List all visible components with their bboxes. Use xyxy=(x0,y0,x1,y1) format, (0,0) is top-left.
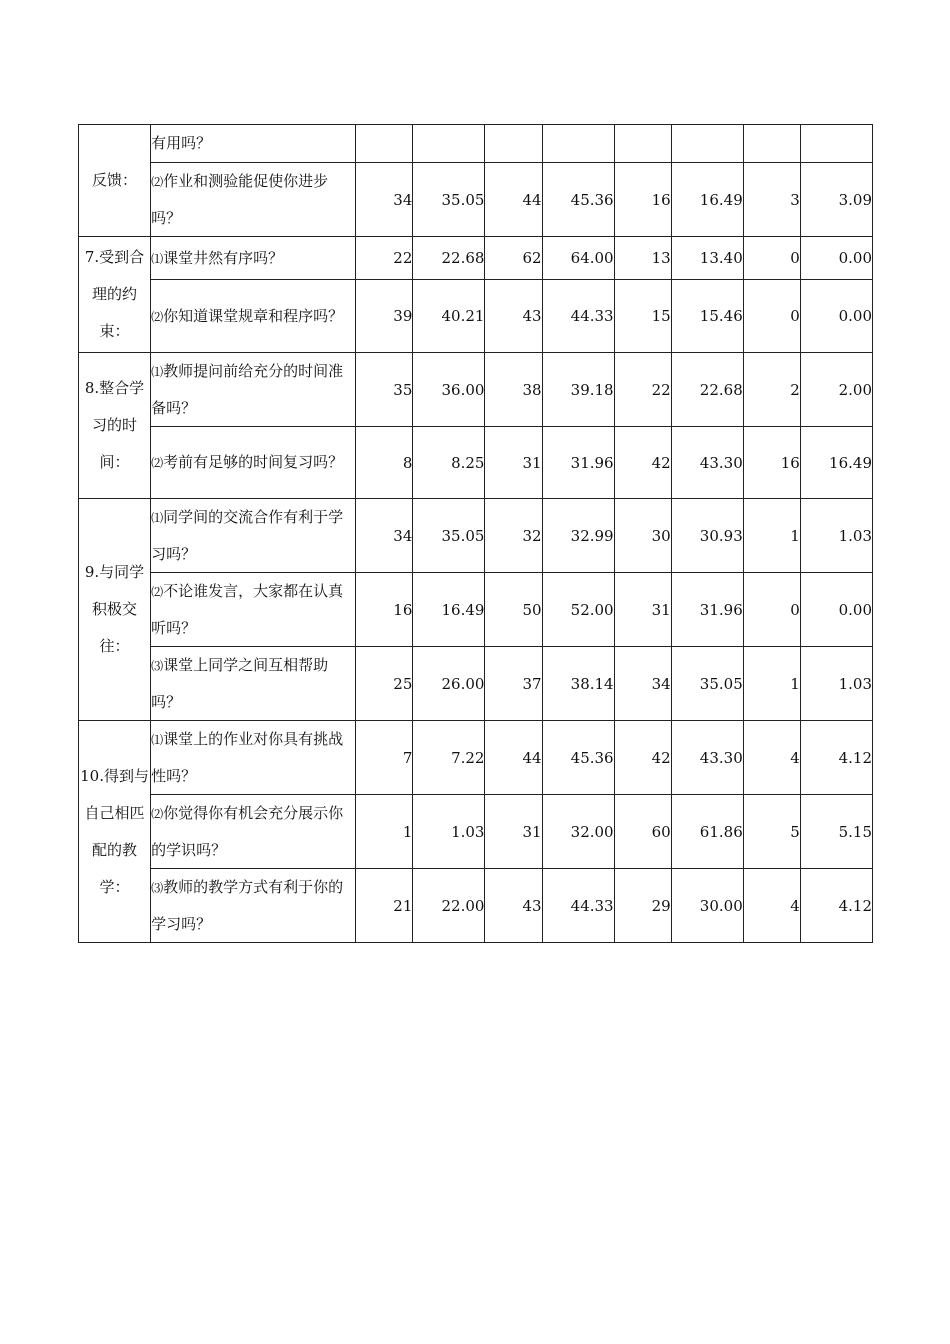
question-cell xyxy=(151,721,356,795)
question-cell xyxy=(151,499,356,573)
count-cell: 16 xyxy=(356,573,413,647)
count-cell: 22 xyxy=(356,237,413,280)
table-row xyxy=(79,499,873,573)
percent-cell: 4.12 xyxy=(800,721,872,795)
question-text: 有用吗？ xyxy=(151,134,212,152)
table-row xyxy=(79,427,873,499)
percent-cell: 8.25 xyxy=(413,427,485,499)
percent-cell: 7.22 xyxy=(413,721,485,795)
question-number: ⑵ xyxy=(151,175,164,189)
percent-cell: 0.00 xyxy=(800,237,872,280)
survey-table xyxy=(78,124,873,943)
percent-cell: 0.00 xyxy=(800,280,872,353)
count-cell: 43 xyxy=(485,869,542,943)
percent-cell: 22.68 xyxy=(413,237,485,280)
percent-cell: 2.00 xyxy=(800,353,872,427)
count-cell: 3 xyxy=(743,163,800,237)
count-cell: 5 xyxy=(743,795,800,869)
count-cell: 60 xyxy=(614,795,671,869)
count-cell: 42 xyxy=(614,427,671,499)
count-cell: 62 xyxy=(485,237,542,280)
percent-cell: 35.05 xyxy=(671,647,743,721)
question-cell xyxy=(151,353,356,427)
percent-cell: 16.49 xyxy=(800,427,872,499)
count-cell: 21 xyxy=(356,869,413,943)
question-number: ⑵ xyxy=(151,807,164,821)
percent-cell: 4.12 xyxy=(800,869,872,943)
category-cell: 7.受到合理的约束： xyxy=(79,237,151,353)
count-cell: 4 xyxy=(743,869,800,943)
question-cell xyxy=(151,573,356,647)
percent-cell: 0.00 xyxy=(800,573,872,647)
percent-cell: 61.86 xyxy=(671,795,743,869)
percent-cell xyxy=(800,125,872,163)
count-cell: 32 xyxy=(485,499,542,573)
question-text: 教师提问前给充分的时间准备吗？ xyxy=(151,362,344,417)
percent-cell: 31.96 xyxy=(671,573,743,647)
count-cell: 42 xyxy=(614,721,671,795)
count-cell: 29 xyxy=(614,869,671,943)
percent-cell: 40.21 xyxy=(413,280,485,353)
question-text: 课堂上的作业对你具有挑战性吗？ xyxy=(151,730,344,785)
category-cell: 9.与同学积极交往： xyxy=(79,499,151,721)
percent-cell: 35.05 xyxy=(413,499,485,573)
count-cell: 34 xyxy=(614,647,671,721)
question-text: 考前有足够的时间复习吗？ xyxy=(163,453,344,471)
table-row xyxy=(79,869,873,943)
table-row xyxy=(79,237,873,280)
question-text: 你知道课堂规章和程序吗？ xyxy=(163,306,344,325)
count-cell: 38 xyxy=(485,353,542,427)
count-cell: 35 xyxy=(356,353,413,427)
percent-cell: 45.36 xyxy=(542,721,614,795)
count-cell: 44 xyxy=(485,163,542,237)
count-cell: 7 xyxy=(356,721,413,795)
table-row xyxy=(79,280,873,353)
question-text: 同学间的交流合作有利于学习吗？ xyxy=(151,508,344,563)
percent-cell: 1.03 xyxy=(800,499,872,573)
count-cell: 31 xyxy=(485,427,542,499)
question-cell xyxy=(151,869,356,943)
count-cell: 0 xyxy=(743,280,800,353)
question-number: ⑵ xyxy=(151,585,164,599)
table-row xyxy=(79,721,873,795)
count-cell: 0 xyxy=(743,237,800,280)
count-cell xyxy=(743,125,800,163)
question-cell xyxy=(151,427,356,499)
count-cell xyxy=(356,125,413,163)
percent-cell: 39.18 xyxy=(542,353,614,427)
category-cell: 8.整合学习的时间： xyxy=(79,353,151,499)
question-number: ⑵ xyxy=(151,309,164,324)
percent-cell: 22.68 xyxy=(671,353,743,427)
table-row xyxy=(79,163,873,237)
percent-cell: 43.30 xyxy=(671,427,743,499)
percent-cell: 32.99 xyxy=(542,499,614,573)
table-row xyxy=(79,795,873,869)
percent-cell: 44.33 xyxy=(542,869,614,943)
count-cell: 1 xyxy=(743,647,800,721)
question-text: 你觉得你有机会充分展示你的学识吗？ xyxy=(151,804,344,859)
percent-cell: 1.03 xyxy=(413,795,485,869)
question-text: 课堂上同学之间互相帮助吗？ xyxy=(151,656,329,711)
percent-cell xyxy=(542,125,614,163)
question-cell xyxy=(151,237,356,280)
question-number: ⑴ xyxy=(151,365,164,379)
count-cell: 31 xyxy=(614,573,671,647)
percent-cell: 38.14 xyxy=(542,647,614,721)
percent-cell: 31.96 xyxy=(542,427,614,499)
count-cell: 30 xyxy=(614,499,671,573)
percent-cell: 44.33 xyxy=(542,280,614,353)
count-cell: 2 xyxy=(743,353,800,427)
percent-cell: 43.30 xyxy=(671,721,743,795)
question-text: 不论谁发言，大家都在认真听吗？ xyxy=(151,582,344,637)
count-cell: 15 xyxy=(614,280,671,353)
question-cell xyxy=(151,280,356,353)
count-cell: 4 xyxy=(743,721,800,795)
question-text: 课堂井然有序吗？ xyxy=(163,248,284,267)
question-number: ⑶ xyxy=(151,659,164,673)
count-cell: 34 xyxy=(356,499,413,573)
count-cell: 50 xyxy=(485,573,542,647)
percent-cell: 64.00 xyxy=(542,237,614,280)
table-row xyxy=(79,647,873,721)
question-cell xyxy=(151,795,356,869)
question-cell xyxy=(151,125,356,163)
percent-cell: 30.93 xyxy=(671,499,743,573)
count-cell: 0 xyxy=(743,573,800,647)
percent-cell: 45.36 xyxy=(542,163,614,237)
count-cell: 8 xyxy=(356,427,413,499)
category-cell: 10.得到与自己相匹配的教学： xyxy=(79,721,151,943)
survey-table-body xyxy=(79,125,873,943)
question-text: 作业和测验能促使你进步吗？ xyxy=(151,172,329,227)
question-number: ⑴ xyxy=(151,511,164,525)
count-cell: 16 xyxy=(614,163,671,237)
count-cell: 25 xyxy=(356,647,413,721)
percent-cell: 52.00 xyxy=(542,573,614,647)
percent-cell: 16.49 xyxy=(413,573,485,647)
percent-cell: 35.05 xyxy=(413,163,485,237)
percent-cell: 16.49 xyxy=(671,163,743,237)
question-cell xyxy=(151,163,356,237)
count-cell: 34 xyxy=(356,163,413,237)
percent-cell: 3.09 xyxy=(800,163,872,237)
category-cell: 反馈： xyxy=(79,125,151,237)
count-cell: 1 xyxy=(743,499,800,573)
count-cell: 37 xyxy=(485,647,542,721)
count-cell: 39 xyxy=(356,280,413,353)
question-cell xyxy=(151,647,356,721)
percent-cell xyxy=(671,125,743,163)
count-cell: 22 xyxy=(614,353,671,427)
percent-cell: 1.03 xyxy=(800,647,872,721)
percent-cell: 5.15 xyxy=(800,795,872,869)
percent-cell: 15.46 xyxy=(671,280,743,353)
count-cell: 43 xyxy=(485,280,542,353)
count-cell: 16 xyxy=(743,427,800,499)
question-number: ⑴ xyxy=(151,251,164,266)
count-cell: 1 xyxy=(356,795,413,869)
count-cell xyxy=(485,125,542,163)
count-cell: 44 xyxy=(485,721,542,795)
percent-cell: 22.00 xyxy=(413,869,485,943)
percent-cell: 36.00 xyxy=(413,353,485,427)
table-row xyxy=(79,125,873,163)
question-number: ⑶ xyxy=(151,881,164,895)
percent-cell xyxy=(413,125,485,163)
percent-cell: 13.40 xyxy=(671,237,743,280)
table-row xyxy=(79,353,873,427)
count-cell: 13 xyxy=(614,237,671,280)
question-number: ⑵ xyxy=(151,456,164,470)
count-cell xyxy=(614,125,671,163)
count-cell: 31 xyxy=(485,795,542,869)
table-row xyxy=(79,573,873,647)
percent-cell: 26.00 xyxy=(413,647,485,721)
question-text: 教师的教学方式有利于你的学习吗？ xyxy=(151,878,344,933)
question-number: ⑴ xyxy=(151,733,164,747)
percent-cell: 32.00 xyxy=(542,795,614,869)
percent-cell: 30.00 xyxy=(671,869,743,943)
